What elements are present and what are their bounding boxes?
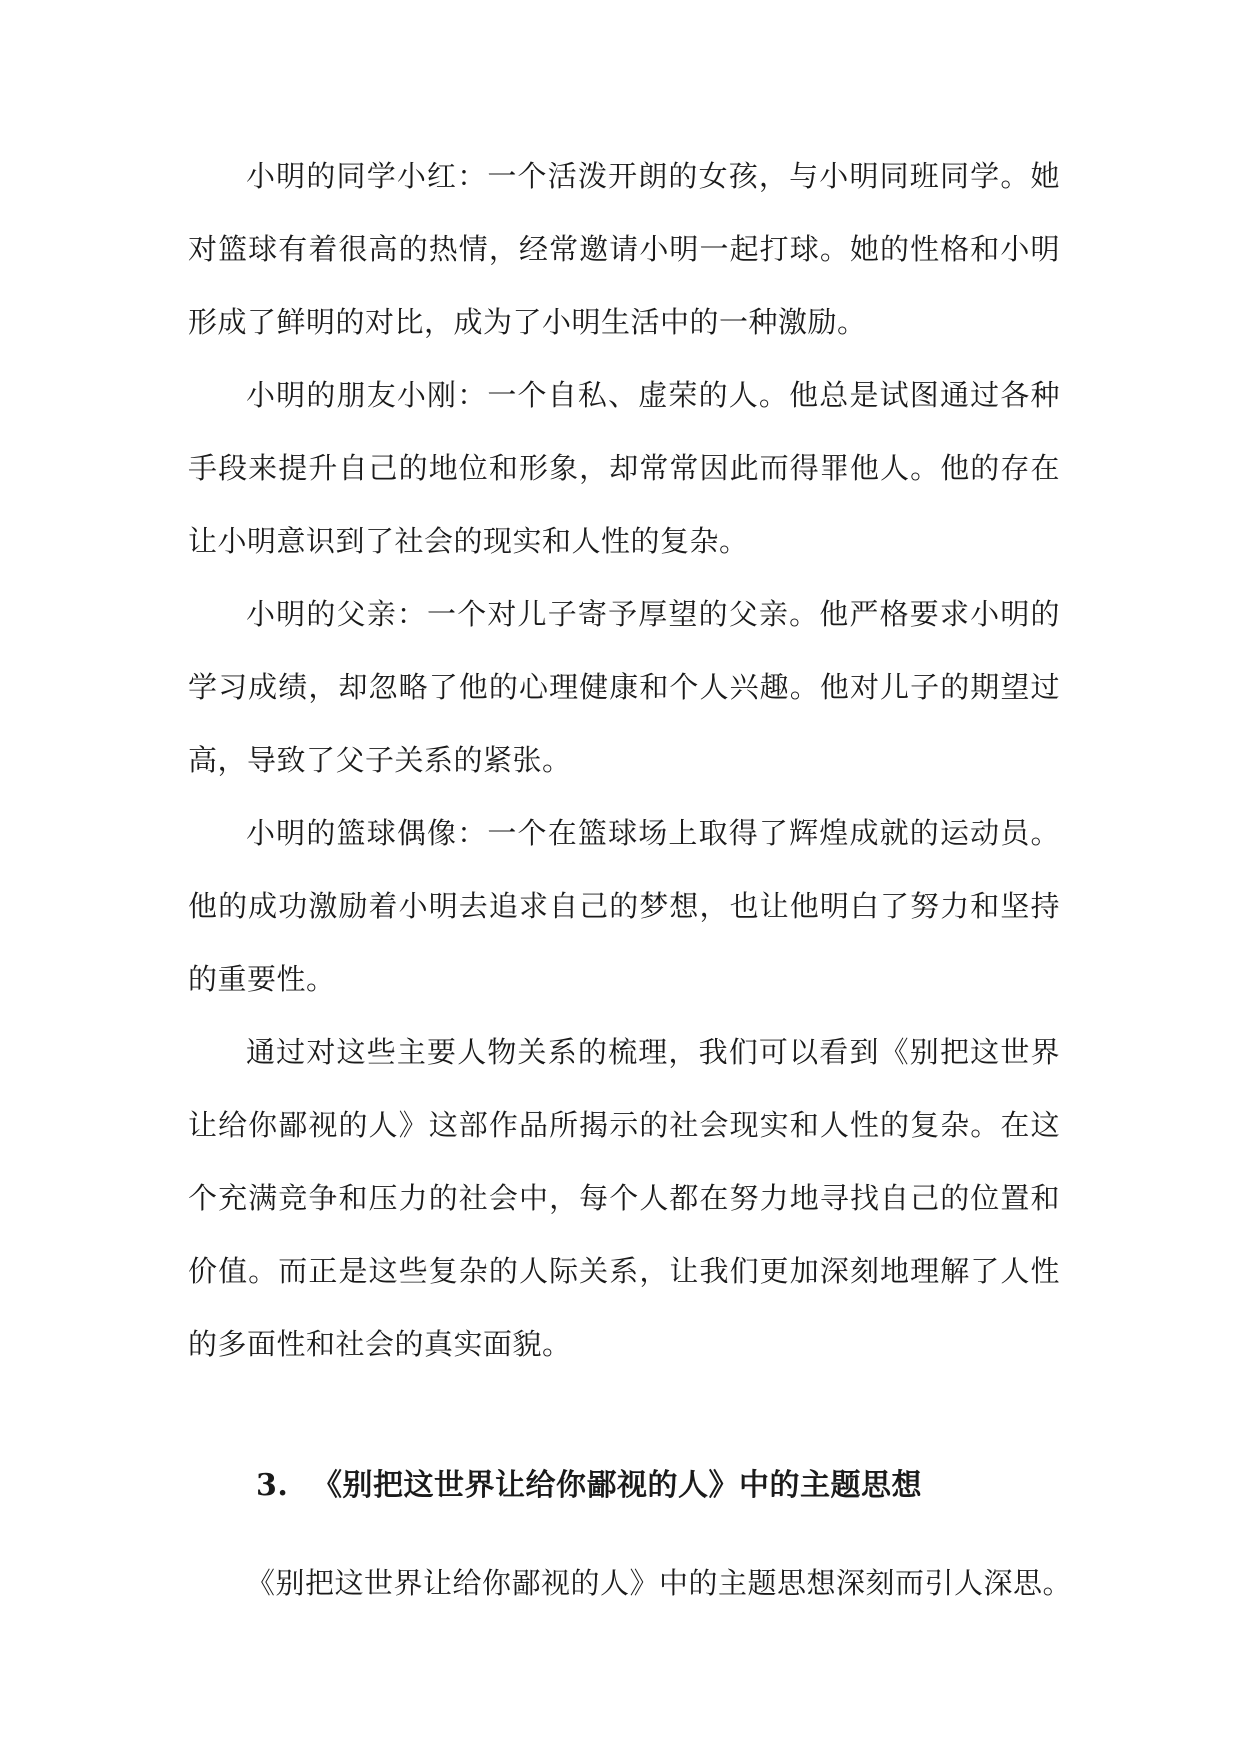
paragraph-theme-intro: 《别把这世界让给你鄙视的人》中的主题思想深刻而引人深思。 xyxy=(246,1566,1073,1600)
paragraph-summary: 通过对这些主要人物关系的梳理，我们可以看到《别把这世界让给你鄙视的人》这部作品所揭示的社会现实和人性的复杂。在这个充满竞争和压力的社会中，每个人都在努力地寻找自己的位置和价值。而正是这些复杂的人际关系，让我们更加深刻地理解了人性的多面性和社会的真实面貌。 xyxy=(188,1035,1060,1361)
paragraph-xiaogang: 小明的朋友小刚：一个自私、虚荣的人。他总是试图通过各种手段来提升自己的地位和形象，却常常因此而得罪他人。他的存在让小明意识到了社会的现实和人性的复杂。 xyxy=(188,378,1060,558)
paragraph-father: 小明的父亲：一个对儿子寄予厚望的父亲。他严格要求小明的学习成绩，却忽略了他的心理健康和个人兴趣。他对儿子的期望过高，导致了父子关系的紧张。 xyxy=(188,597,1060,777)
section-number: 3. xyxy=(256,1468,289,1503)
paragraph-basketball-idol: 小明的篮球偶像：一个在篮球场上取得了辉煌成就的运动员。他的成功激励着小明去追求自己的梦想，也让他明白了努力和坚持的重要性。 xyxy=(188,816,1060,996)
body-text xyxy=(188,140,1060,1381)
section-heading xyxy=(256,1462,1056,1510)
section-title: 《别把这世界让给你鄙视的人》中的主题思想 xyxy=(312,1468,922,1503)
paragraph-xiaohong: 小明的同学小红：一个活泼开朗的女孩，与小明同班同学。她对篮球有着很高的热情，经常邀请小明一起打球。她的性格和小明形成了鲜明的对比，成为了小明生活中的一种激励。 xyxy=(188,159,1060,339)
